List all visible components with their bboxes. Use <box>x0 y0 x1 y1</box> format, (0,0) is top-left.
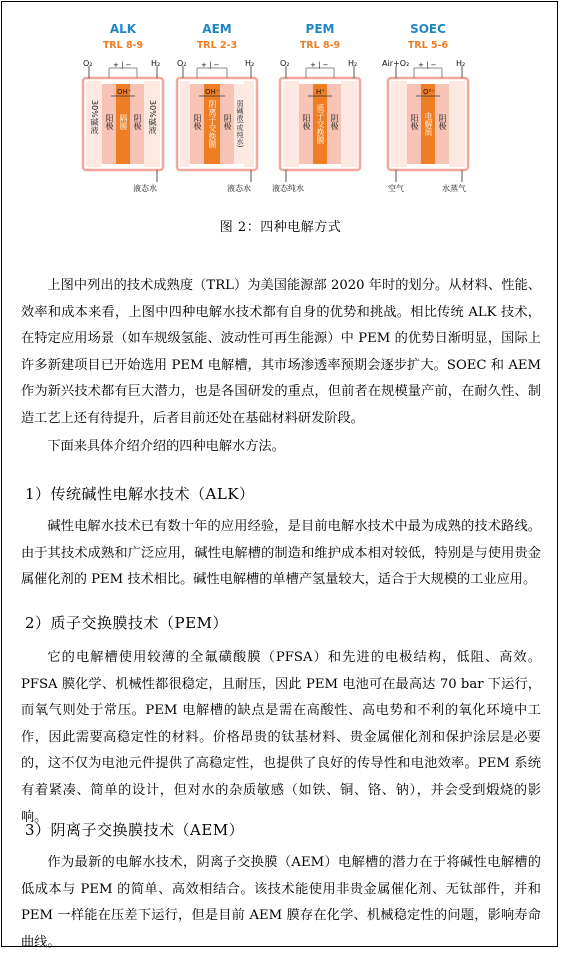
right-inlet-label: 水蒸气 <box>442 184 466 193</box>
left-inlet-label: 空气 <box>388 184 404 193</box>
paragraph-intro: 下面来具体介绍介绍的四种电解水方法。 <box>47 439 285 454</box>
right-gas-label: H₂ <box>245 59 255 68</box>
left-inlet-label: 液态纯水 <box>272 184 304 193</box>
membrane-label: 隔膜 <box>119 114 128 130</box>
electrolyte-left <box>283 81 299 167</box>
electrolyte-right <box>244 81 254 167</box>
cell-schematic <box>169 16 265 194</box>
paragraph-trl-overview: 上图中列出的技术成熟度（TRL）为美国能源部 2020 年时的划分。从材料、性能、效率和成本来看，上图中四种电解水技术都有自身的优势和挑战。相比传统 ALK 技术，在特定应用场景（如车规级氢能、波动性可再生能源）中 PEM 的优势日渐明显，国际上许多新建项目已开始选用 PEM 电解槽，其市场渗透率预期会逐步扩大。SOEC 和 AEM 作为新兴技术都有巨大潜力，也是各国研发的重点，但前者在规模量产前，在耐久性、制造工艺上还有待提升，后者目前还处在基础材料研发阶段。 <box>21 278 541 426</box>
polarity-signs: + | − <box>201 61 220 69</box>
cell-trl: TRL 2-3 <box>196 40 238 51</box>
anode-label: 阳极 <box>410 114 419 130</box>
ion-label: O²⁻ <box>423 88 436 96</box>
anode-label: 阳极 <box>105 114 114 130</box>
aem-cell-diagram <box>169 16 265 194</box>
electrolyte-left <box>391 81 407 167</box>
membrane-label: 阴离子交换膜 <box>208 100 217 148</box>
section-heading-alk: 1）传统碱性电解水技术（ALK） <box>25 485 255 503</box>
right-gas-label: H₂ <box>456 59 466 68</box>
membrane-label: 电解质 <box>424 112 433 136</box>
ion-label: H⁺ <box>316 88 325 96</box>
alk-cell-diagram <box>75 16 171 194</box>
right-gas-label: H₂ <box>348 59 358 68</box>
paragraph-aem: 作为最新的电解水技术，阴离子交换膜（AEM）电解槽的潜力在于将碱性电解槽的低成本与 PEM 的简单、高效相结合。该技术能使用非贵金属催化剂、无钛部件，并和 PEM 一样能在压差下运行，但是目前 AEM 膜存在化学、机械稳定性的问题，影响寿命曲线。 <box>21 855 541 950</box>
left-gas-label: O₂ <box>280 59 290 68</box>
cell-trl: TRL 8-9 <box>102 40 144 51</box>
extra-electrolyte-label: 弱碱液(或纯水) <box>236 100 244 148</box>
cell-trl: TRL 8-9 <box>299 40 341 51</box>
electrolyte-right <box>449 81 465 167</box>
soec-cell-diagram <box>380 16 476 194</box>
anode-label: 阳极 <box>193 114 202 130</box>
cell-trl: TRL 5-6 <box>407 40 449 51</box>
membrane-label: 质子交换膜 <box>316 104 325 144</box>
cathode-label: 阴极 <box>438 114 447 130</box>
figure-caption: 图 2：四种电解方式 <box>219 220 342 235</box>
right-inlet-label: 液态水 <box>227 184 251 193</box>
paragraph-alk: 碱性电解水技术已有数十年的应用经验，是目前电解水技术中最为成熟的技术路线。由于其技术成熟和广泛应用，碱性电解槽的制造和维护成本相对较低，特别是与使用贵金属催化剂的 PEM 技术相比。碱性电解槽的单槽产氢量较大，适合于大规模的工业应用。 <box>21 519 541 588</box>
electrolyte-left <box>180 81 190 167</box>
polarity-signs: + | − <box>113 61 132 69</box>
cell-name: ALK <box>109 22 137 36</box>
cell-name: SOEC <box>410 22 446 36</box>
section-heading-aem: 3）阴离子交换膜技术（AEM） <box>25 821 245 839</box>
cathode-label: 阴极 <box>330 114 339 130</box>
electrolyte-right-label: 30%碱液 <box>148 100 157 134</box>
cell-schematic <box>380 16 476 194</box>
paragraph-pem: 它的电解槽使用较薄的全氟磺酸膜（PFSA）和先进的电极结构，低阻、高效。PFSA 膜化学、机械性都很稳定，且耐压，因此 PEM 电池可在最高达 70 bar 下运行，而氧气则处于常压。PEM 电解槽的缺点是需在高酸性、高电势和不利的氧化环境中工作，因此需要高稳定性的材料。价格昂贵的钛基材料、贵金属催化剂和保护涂层是必要的，这不仅为电池元件提供了高稳定性，也提供了良好的传导性和电池效率。PEM 系统有着紧凑、简单的设计，但对水的杂质敏感（如铁、铜、铬、钠），并会受到煅烧的影响。 <box>21 650 541 825</box>
cathode-label: 阴极 <box>223 114 232 130</box>
polarity-signs: + | − <box>310 61 329 69</box>
ion-label: OH⁻ <box>205 88 220 96</box>
left-gas-label: O₂ <box>83 59 93 68</box>
cathode-label: 阴极 <box>133 114 142 130</box>
document-page <box>1 1 558 950</box>
electrolyte-left-label: 30%碱液 <box>90 100 99 134</box>
left-gas-label: Air+O₂ <box>382 59 410 68</box>
anode-label: 阳极 <box>302 114 311 130</box>
left-gas-label: O₂ <box>177 59 187 68</box>
electrolyte-right <box>341 81 357 167</box>
right-inlet-label: 液态水 <box>133 184 157 193</box>
right-gas-label: H₂ <box>151 59 161 68</box>
polarity-signs: + | − <box>418 61 437 69</box>
cell-name: PEM <box>305 22 335 36</box>
section-heading-pem: 2）质子交换膜技术（PEM） <box>25 614 228 632</box>
pem-cell-diagram <box>272 16 368 194</box>
ion-label: OH⁻ <box>117 88 132 96</box>
cell-name: AEM <box>202 22 232 36</box>
